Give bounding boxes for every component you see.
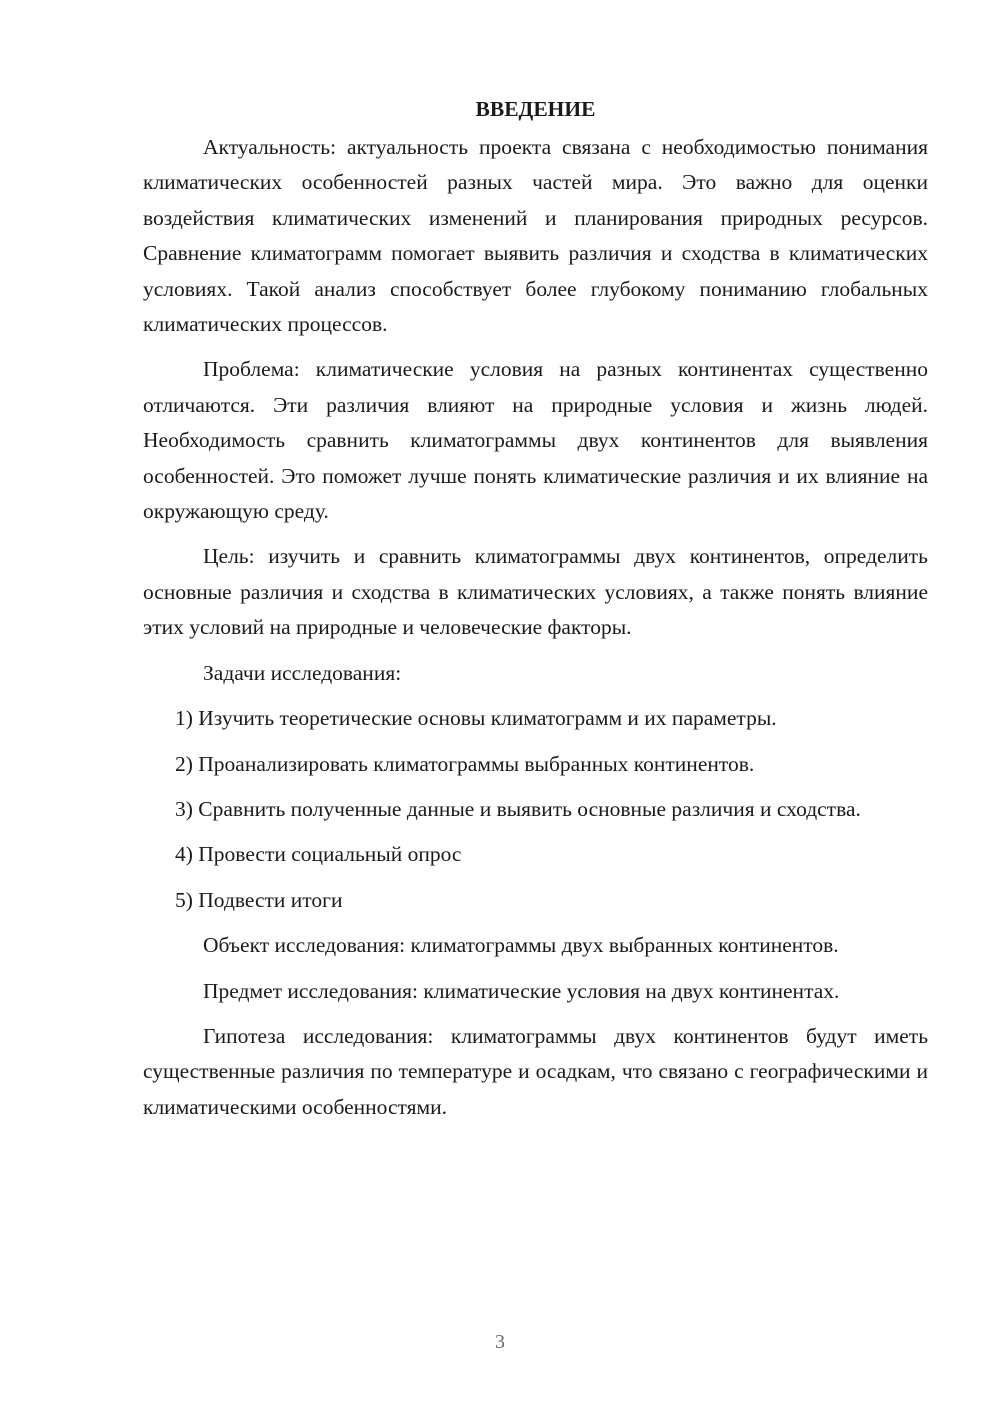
object-paragraph: Объект исследования: климатограммы двух выбранных континентов. — [203, 933, 839, 958]
problem-paragraph: Проблема: климатические условия на разных континентах существенно отличаются. Эти различия влияют на природные условия и жизнь людей. Необходимость сравнить климатограммы двух континентов для выявления особенностей. Это поможет лучше понять климатические различия и их влияние на окружающую среду. — [143, 357, 928, 524]
relevance-paragraph: Актуальность: актуальность проекта связана с необходимостью понимания климатических особенностей разных частей мира. Это важно для оценки воздействия климатических изменений и планирования природных ресурсов. Сравнение климатограмм помогает выявить различия и сходства в климатических условиях. Такой анализ способствует более глубокому пониманию глобальных климатических процессов. — [143, 135, 928, 337]
task-item: 1) Изучить теоретические основы климатограмм и их параметры. — [175, 706, 777, 731]
task-item: 2) Проанализировать климатограммы выбранных континентов. — [175, 751, 755, 776]
task-item: 3) Сравнить полученные данные и выявить основные различия и сходства. — [175, 796, 861, 821]
subject-paragraph: Предмет исследования: климатические условия на двух континентах. — [203, 978, 840, 1003]
goal-paragraph: Цель: изучить и сравнить климатограммы двух континентов, определить основные различия и сходства в климатических условиях, а также понять влияние этих условий на природные и человеческие факторы. — [143, 544, 928, 640]
tasks-heading: Задачи исследования: — [203, 660, 402, 685]
hypothesis-paragraph: Гипотеза исследования: климатограммы двух континентов будут иметь существенные различия по температуре и осадкам, что связано с географическими и климатическими особенностями. — [143, 1023, 928, 1119]
document-page — [143, 92, 928, 1135]
task-item: 4) Провести социальный опрос — [175, 842, 462, 867]
task-item: 5) Подвести итоги — [175, 887, 343, 912]
section-title: ВВЕДЕНИЕ — [475, 97, 596, 121]
page-number: 3 — [495, 1331, 505, 1353]
